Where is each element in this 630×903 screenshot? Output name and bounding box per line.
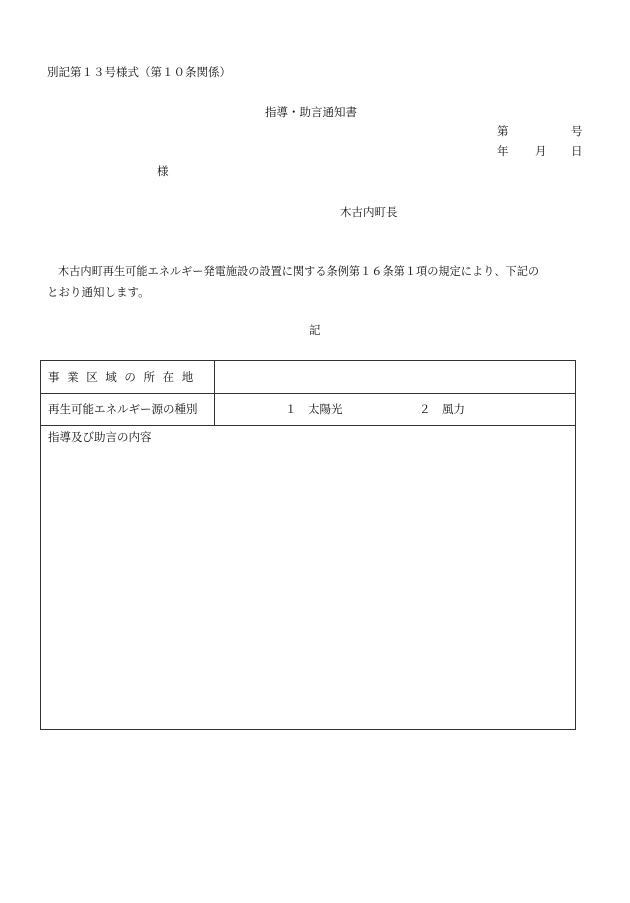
body-text-line2: とおり通知します。 bbox=[47, 285, 150, 299]
location-row bbox=[41, 361, 575, 394]
recipient-honorific: 様 bbox=[157, 164, 169, 178]
energy-type-row bbox=[41, 394, 575, 426]
option-wind: ２ 風力 bbox=[419, 402, 465, 416]
option-solar: １ 太陽光 bbox=[285, 402, 343, 416]
number-suffix: 号 bbox=[571, 124, 583, 138]
document-title: 指導・助言通知書 bbox=[265, 105, 357, 119]
number-prefix: 第 bbox=[497, 124, 509, 138]
body-text-line1: 木古内町再生可能エネルギー発電施設の設置に関する条例第１６条第１項の規定により、下記の bbox=[58, 265, 540, 278]
energy-type-label: 再生可能エネルギー源の種別 bbox=[48, 402, 198, 416]
date-year: 年 bbox=[497, 144, 509, 158]
date-month: 月 bbox=[535, 144, 547, 158]
guidance-label: 指導及び助言の内容 bbox=[48, 430, 152, 444]
table-column-divider bbox=[214, 361, 215, 425]
notice-table bbox=[40, 360, 576, 730]
location-label: 事業区域の所在地 bbox=[48, 370, 201, 384]
form-number: 別記第１３号様式（第１０条関係） bbox=[47, 65, 231, 79]
issuer-name: 木古内町長 bbox=[340, 205, 398, 219]
ki-heading: 記 bbox=[309, 323, 321, 337]
date-day: 日 bbox=[571, 144, 583, 158]
